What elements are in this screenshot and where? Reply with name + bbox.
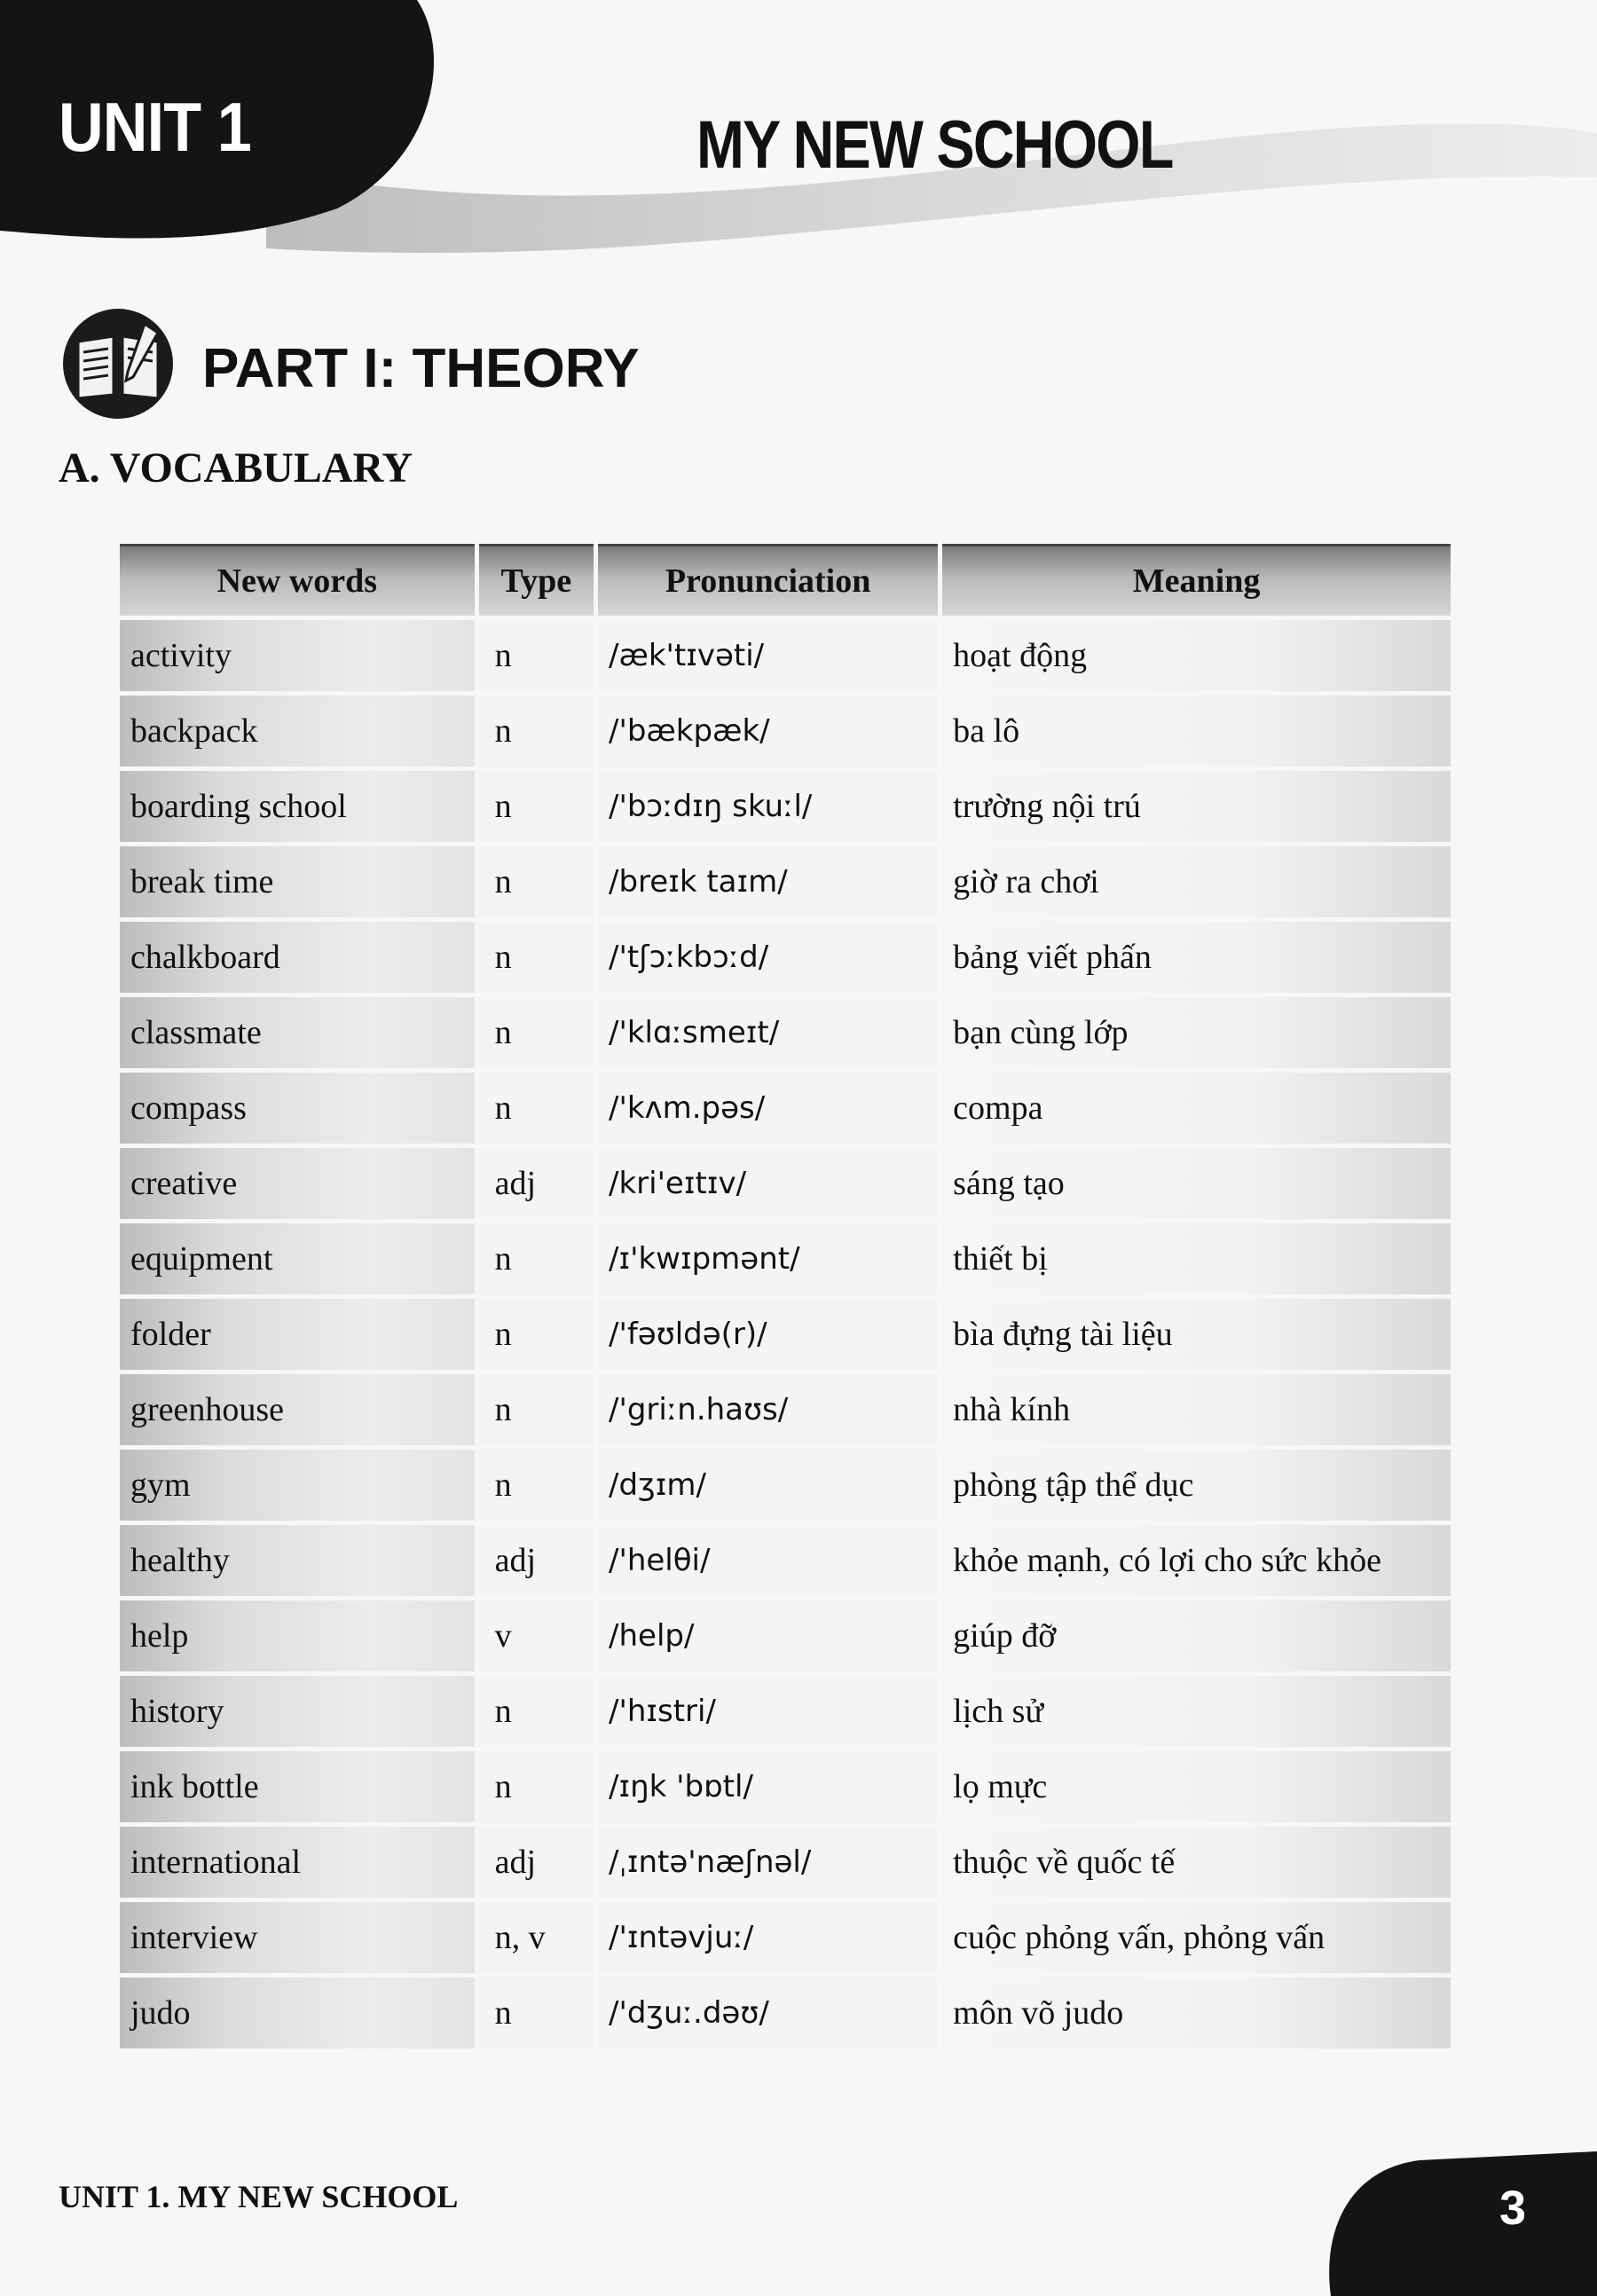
table-row bbox=[120, 1148, 1451, 1219]
header-new-words: New words bbox=[120, 544, 475, 616]
type-cell: n bbox=[479, 771, 594, 842]
table-row bbox=[120, 1223, 1451, 1294]
type-cell: adj bbox=[479, 1525, 594, 1596]
table-row bbox=[120, 1676, 1451, 1747]
pronunciation-cell: /breɪk taɪm/ bbox=[598, 846, 938, 917]
type-cell: n bbox=[479, 1073, 594, 1144]
meaning-cell: cuộc phỏng vấn, phỏng vấn bbox=[942, 1902, 1451, 1973]
pronunciation-cell: /'fəʊldə(r)/ bbox=[598, 1299, 938, 1370]
pronunciation-cell: /'griːn.haʊs/ bbox=[598, 1374, 938, 1445]
pronunciation-cell: /'bɔːdɪŋ skuːl/ bbox=[598, 771, 938, 842]
pronunciation-cell: /ˌɪntə'næʃnəl/ bbox=[598, 1827, 938, 1898]
meaning-cell: lịch sử bbox=[942, 1676, 1451, 1747]
pronunciation-cell: /'klɑːsmeɪt/ bbox=[598, 997, 938, 1068]
type-cell: n bbox=[479, 1676, 594, 1747]
table-row bbox=[120, 1299, 1451, 1370]
word-cell: gym bbox=[120, 1450, 475, 1521]
unit-title: MY NEW SCHOOL bbox=[696, 107, 1173, 183]
meaning-cell: bạn cùng lớp bbox=[942, 997, 1451, 1068]
page-number-tab bbox=[1295, 2151, 1597, 2296]
word-cell: classmate bbox=[120, 997, 475, 1068]
word-cell: history bbox=[120, 1676, 475, 1747]
type-cell: n bbox=[479, 997, 594, 1068]
table-row bbox=[120, 1600, 1451, 1671]
table-row bbox=[120, 1827, 1451, 1898]
type-cell: n bbox=[479, 1223, 594, 1294]
meaning-cell: hoạt động bbox=[942, 620, 1451, 691]
pronunciation-cell: /'kʌm.pəs/ bbox=[598, 1073, 938, 1144]
word-cell: creative bbox=[120, 1148, 475, 1219]
word-cell: greenhouse bbox=[120, 1374, 475, 1445]
meaning-cell: ba lô bbox=[942, 696, 1451, 767]
book-icon bbox=[60, 306, 176, 421]
pronunciation-cell: /kri'eɪtɪv/ bbox=[598, 1148, 938, 1219]
type-cell: n bbox=[479, 1751, 594, 1822]
vocabulary-table bbox=[115, 539, 1455, 2053]
pronunciation-cell: /ɪ'kwɪpmənt/ bbox=[598, 1223, 938, 1294]
section-title: A. VOCABULARY bbox=[59, 444, 413, 491]
word-cell: boarding school bbox=[120, 771, 475, 842]
pronunciation-cell: /'ɪntəvjuː/ bbox=[598, 1902, 938, 1973]
table-row bbox=[120, 1525, 1451, 1596]
table-header-row bbox=[120, 544, 1451, 616]
pronunciation-cell: /'dʒuː.dəʊ/ bbox=[598, 1978, 938, 2048]
word-cell: break time bbox=[120, 846, 475, 917]
table-row bbox=[120, 696, 1451, 767]
meaning-cell: môn võ judo bbox=[942, 1978, 1451, 2048]
pronunciation-cell: /help/ bbox=[598, 1600, 938, 1671]
pronunciation-cell: /'bækpæk/ bbox=[598, 696, 938, 767]
type-cell: adj bbox=[479, 1827, 594, 1898]
type-cell: adj bbox=[479, 1148, 594, 1219]
table-row bbox=[120, 1450, 1451, 1521]
pronunciation-cell: /'helθi/ bbox=[598, 1525, 938, 1596]
word-cell: activity bbox=[120, 620, 475, 691]
word-cell: international bbox=[120, 1827, 475, 1898]
word-cell: judo bbox=[120, 1978, 475, 2048]
pronunciation-cell: /æk'tɪvəti/ bbox=[598, 620, 938, 691]
type-cell: n bbox=[479, 922, 594, 993]
type-cell: n bbox=[479, 696, 594, 767]
word-cell: healthy bbox=[120, 1525, 475, 1596]
meaning-cell: trường nội trú bbox=[942, 771, 1451, 842]
word-cell: backpack bbox=[120, 696, 475, 767]
meaning-cell: giúp đỡ bbox=[942, 1600, 1451, 1671]
pronunciation-cell: /dʒɪm/ bbox=[598, 1450, 938, 1521]
table-row bbox=[120, 997, 1451, 1068]
unit-label: UNIT 1 bbox=[59, 88, 251, 166]
header-type: Type bbox=[479, 544, 594, 616]
pronunciation-cell: /'hɪstri/ bbox=[598, 1676, 938, 1747]
meaning-cell: phòng tập thể dục bbox=[942, 1450, 1451, 1521]
type-cell: n bbox=[479, 620, 594, 691]
word-cell: help bbox=[120, 1600, 475, 1671]
type-cell: n bbox=[479, 1299, 594, 1370]
word-cell: equipment bbox=[120, 1223, 475, 1294]
footer-unit-title: UNIT 1. MY NEW SCHOOL bbox=[59, 2179, 459, 2214]
type-cell: n bbox=[479, 1450, 594, 1521]
table-row bbox=[120, 922, 1451, 993]
word-cell: interview bbox=[120, 1902, 475, 1973]
meaning-cell: bảng viết phấn bbox=[942, 922, 1451, 993]
word-cell: compass bbox=[120, 1073, 475, 1144]
meaning-cell: khỏe mạnh, có lợi cho sức khỏe bbox=[942, 1525, 1451, 1596]
meaning-cell: sáng tạo bbox=[942, 1148, 1451, 1219]
table-row bbox=[120, 620, 1451, 691]
meaning-cell: bìa đựng tài liệu bbox=[942, 1299, 1451, 1370]
table-row bbox=[120, 771, 1451, 842]
word-cell: ink bottle bbox=[120, 1751, 475, 1822]
word-cell: chalkboard bbox=[120, 922, 475, 993]
meaning-cell: thuộc về quốc tế bbox=[942, 1827, 1451, 1898]
meaning-cell: compa bbox=[942, 1073, 1451, 1144]
meaning-cell: giờ ra chơi bbox=[942, 846, 1451, 917]
header-meaning: Meaning bbox=[942, 544, 1451, 616]
table-row bbox=[120, 1978, 1451, 2048]
table-row bbox=[120, 846, 1451, 917]
table-row bbox=[120, 1374, 1451, 1445]
type-cell: n bbox=[479, 1374, 594, 1445]
meaning-cell: thiết bị bbox=[942, 1223, 1451, 1294]
table-row bbox=[120, 1902, 1451, 1973]
meaning-cell: lọ mực bbox=[942, 1751, 1451, 1822]
pronunciation-cell: /'tʃɔːkbɔːd/ bbox=[598, 922, 938, 993]
pronunciation-cell: /ɪŋk 'bɒtl/ bbox=[598, 1751, 938, 1822]
header-pronunciation: Pronunciation bbox=[598, 544, 938, 616]
type-cell: n bbox=[479, 846, 594, 917]
table-row bbox=[120, 1751, 1451, 1822]
page-number: 3 bbox=[1499, 2182, 1527, 2235]
meaning-cell: nhà kính bbox=[942, 1374, 1451, 1445]
type-cell: n, v bbox=[479, 1902, 594, 1973]
table-row bbox=[120, 1073, 1451, 1144]
word-cell: folder bbox=[120, 1299, 475, 1370]
part-title: PART I: THEORY bbox=[202, 338, 640, 399]
type-cell: v bbox=[479, 1600, 594, 1671]
type-cell: n bbox=[479, 1978, 594, 2048]
